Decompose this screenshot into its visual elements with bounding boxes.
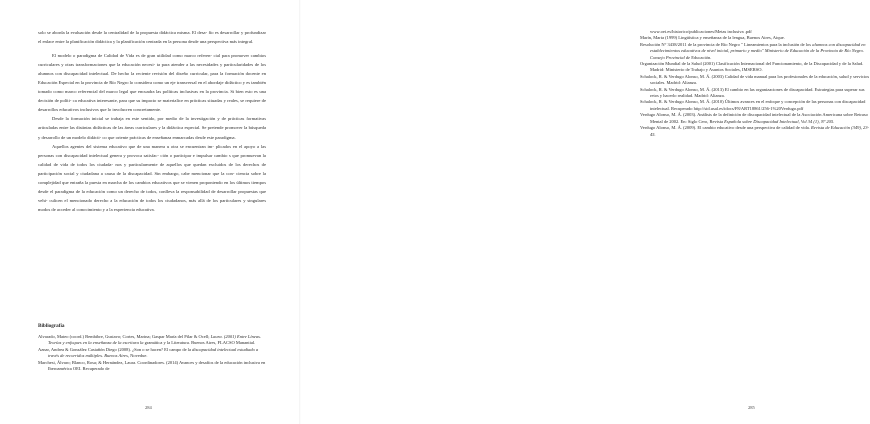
bibliography-heading: Bibliografía <box>38 323 65 329</box>
paragraph: El modelo o paradigma de Calidad de Vida es de gran utilidad como marco referen- cial para promover cambios curriculares y otras transformaciones que la educación necesi- ta para atender a las necesidades y particularidades de los alumnos con discapacidad intelectual. De hecho la reciente revisión del diseño curricular, para la formación docente en Educación Especial en la provincia de Río Negro lo considera como un eje transversal en el abordaje didáctico y es también tomado como marco referencial del marco legal que encuadra las políticas inclusivas en la provincia. Si bien esto es una decisión de políti- ca educativa interesante, para que su impacto se materialice en prácticas situadas y reales, se requiere de desarrollos educativos inclusivos que lo involucren concretamente. <box>38 53 267 113</box>
paragraph: Aquellos agentes del sistema educativo que de una manera u otra se encuentran im- plicados en el apoyo a las personas con discapacidad intelectual genera y provoca satisfac- ción o participar e impulsar cambio s que promuevan la calidad de vida de todos los ciudada- nos y particularmente de aquellos que quedan excluidos de los derechos de participación social y ciudadana a causa de la discapacidad. Sin embargo, cabe mencionar que la con- ciencia sobre la complejidad que entraña la puesta en marcha de los cambios educativos que se vienen proponiendo en los últimos tiempos desde el paradigma de la educación como un derecho de todos, conlleva la responsabilidad de desarrollar propuestas que vehi- culicen el mencionado derecho a la educación de todos los ciudadanos, más allá de los particulares y singulares modos de acceder al conocimiento y a la experiencia educativa. <box>38 143 267 212</box>
reference-entry: Verdugo Alonso, M. Á. (2003). Análisis de la definición de discapacidad intelectual de la Asociación Americana sobre Retraso Mental de 2002. En: Siglo Cero, Revista Española sobre Discapacidad Intelectual, Vol 34 (1), Nº 205. <box>640 112 868 124</box>
bibliography-list <box>640 29 870 138</box>
reference-entry: Schalock, R. & Verdugo Alonso, M. Á. (2010) Últimos avances en el enfoque y concepción de las personas con discapacidad intelectual. Recuperado http://sid.usal.es/idocs/F8/ART18861/256-1%20Verdugo.pdf <box>640 99 866 111</box>
right-page <box>300 0 870 424</box>
reference-entry: Marchesi, Álvaro; Blanco, Rosa; & Hernández, Laura. Coordinadores. (2014) Avances y desafíos de la educación inclusiva en Iberoamérica OEI. Recuperado de <box>38 359 266 372</box>
reference-entry: Aznar, Andrea & González Castañón Diego (2008). ¿Son o se hacen? El campo de la discapacidad intelectual estudiado a través de recorridos múltiples. Buenos Aires, Novedue. <box>38 346 259 359</box>
left-page <box>0 0 300 424</box>
reference-entry: Schalock, R. & Verdugo Alonso, M. Á. (2013) El cambio en las organizaciones de discapacidad. Estrategias para superar sus retos y hacerlo realidad. Madrid: Alianza. <box>640 86 865 99</box>
reference-entry: Organización Mundial de la Salud (2001) Clasificación Internacional del Funcionamiento, de la Discapacidad y de la Salud. Madrid: Ministerio de Trabajo y Asuntos Sociales, IMSERSO. <box>640 61 864 73</box>
reference-entry: Resolución N° 3438/2011 de la provincia de Río Negro " Lineamientos para la inclusión de los alumnos con discapacidad en establecimientos educativos de nivel inicial, primario y medio" Ministerio de Educación de la Provincia de Río Negro. Consejo Provincial de Educación. <box>640 41 866 60</box>
reference-entry: Verdugo Alonso, M. Á. (2009). El cambio educativo desde una perspectiva de calidad de vida. Revista de Educación (349), 23-45. <box>640 125 870 137</box>
reference-entry: Schalock, R. & Verdugo Alonso, M. Á. (2003) Calidad de vida manual para los profesionales de la educación, salud y servicios sociales. Madrid: Alianza. <box>640 73 870 86</box>
reference-entry: Alvarado, Mateo (coord.) Bembibre, Gustavo; Cortes, Marina; Gaspar María del Pilar & Ocell; Laura. (2001) Entre Líneas. Teorías y enfoques en la enseñanza de la escritura la gramática y la Literatura. Buenos Aires, FLACSO Manantial. <box>38 334 262 346</box>
paragraph: Desde la formación inicial se trabaja en este sentido, por medio de la investigación y de prácticas formativas articuladas entre las distintas didácticas de las áreas curriculares y la didáctica especial. Se pretende promover la búsqueda y desarrollo de un modelo didácti- co que oriente prácticas de enseñanza enmarcadas desde este paradigma. <box>38 116 266 140</box>
page-number: 285 <box>748 405 755 410</box>
reference-entry: Marín, Marta (1999) Lingüística y enseñanza de la lengua, Buenos Aires, Aique. <box>640 35 785 41</box>
bibliography-list <box>38 334 268 372</box>
page-number: 284 <box>145 405 152 410</box>
reference-entry: www.oei.es/historico/publicaciones/Metas inclusiva .pdf <box>650 29 752 34</box>
paragraph: solo se aborda la evaluación desde la centralidad de la propuesta didáctica misma. El desa- fío es desarrollar y profundizar el enlace entre la planificación didáctica y la planificación centrada en la persona desde una perspectiva más integral. <box>38 30 267 45</box>
body-text <box>38 28 266 214</box>
